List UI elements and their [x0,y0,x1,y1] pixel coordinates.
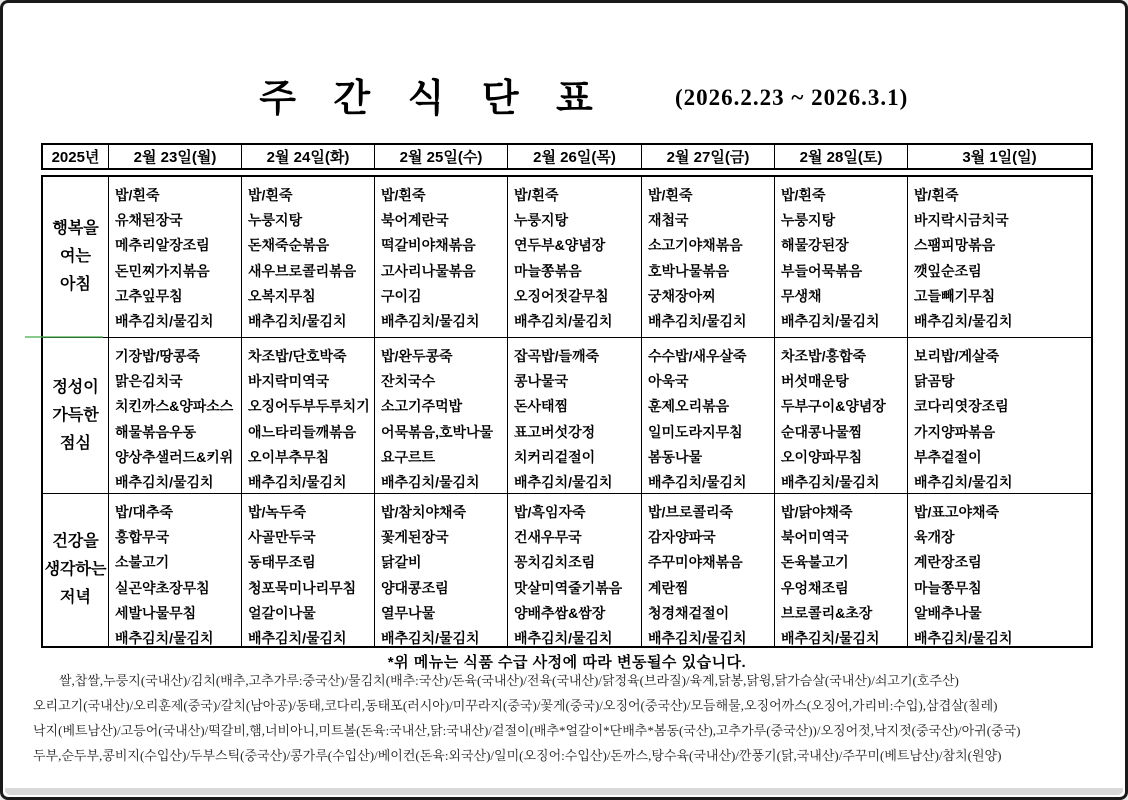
menu-item: 열무나물 [381,604,436,621]
menu-item: 해물강된장 [781,237,849,254]
menu-item: 꽁치김치조림 [514,554,596,571]
menu-cell [374,337,507,493]
menu-item: 배추김치/물김치 [115,630,214,646]
menu-cell [774,337,907,493]
menu-item: 양상추샐러드&키위 [115,448,234,465]
page-title: 주 간 식 단 표 [259,78,607,120]
menu-item: 누룽지탕 [248,212,303,229]
menu-cell [641,337,774,493]
menu-item: 밥/참치야채죽 [381,504,467,520]
menu-item: 보리밥/게살죽 [914,348,1000,364]
menu-cell [108,337,241,493]
menu-cell [108,493,241,646]
menu-item: 치커리겉절이 [514,448,596,465]
menu-item: 밥/브로콜리죽 [648,504,734,520]
bottom-edge-strip [5,788,1123,795]
menu-item: 고사리나물볶음 [381,262,476,279]
menu-item: 해물볶음우동 [115,423,197,440]
year-header-cell: 2025년 [51,149,100,166]
menu-item: 밥/흰죽 [115,187,160,203]
menu-item: 배추김치/물김치 [648,630,747,646]
menu-item: 오징어두부두루치기 [248,398,370,415]
menu-item: 배추김치/물김치 [781,474,880,491]
menu-item: 오이부추무침 [248,448,330,465]
menu-item: 돈민찌가지볶음 [115,262,210,279]
menu-item: 배추김치/물김치 [248,474,347,491]
menu-item: 표고버섯강정 [514,423,596,440]
meal-row-label-line: 점심 [60,434,91,452]
menu-item: 밥/흰죽 [381,187,426,203]
meal-row-label [43,493,108,646]
menu-item: 육개장 [914,529,955,546]
menu-item: 어묵볶음,호박나물 [381,423,494,440]
menu-item: 북어계란국 [381,212,449,229]
menu-item: 꽃게된장국 [381,529,449,546]
menu-cell [507,177,641,337]
menu-item: 오이양파무침 [781,448,863,465]
menu-item: 계란장조림 [914,554,982,571]
menu-item: 누룽지탕 [514,212,569,229]
origin-line: 낙지(베트남산)/고등어(국내산)/떡갈비,햄,너비아니,미트볼(돈육:국내산,닭:국내산)/겉절이(배추*얼갈이*단배추*봄동(국산),고추가루(중국산))/오징어젓,낙지젓(중국산)/아귀(중국) [33,723,1021,738]
menu-item: 돈채죽순볶음 [248,237,330,254]
menu-item: 실곤약초장무침 [115,579,210,596]
menu-item: 배추김치/물김치 [514,313,613,330]
day-header-cell: 3월 1일(일) [907,145,1091,168]
menu-item: 청경채겉절이 [648,604,730,621]
menu-item: 배추김치/물김치 [115,474,214,491]
menu-item: 배추김치/물김치 [381,630,480,646]
menu-item: 브로콜리&초장 [781,604,873,621]
menu-item: 순대콩나물찜 [781,423,863,440]
menu-item: 돈육불고기 [781,554,849,571]
day-header-cell: 2월 26일(목) [507,145,641,168]
menu-item: 기장밥/땅콩죽 [115,348,201,364]
menu-cell [241,177,374,337]
menu-item: 깻잎순조림 [914,262,982,279]
menu-item: 부추겉절이 [914,448,982,465]
meal-row-label-line: 저녁 [60,589,91,606]
menu-item: 가지양파볶음 [914,423,996,440]
menu-item: 계란찜 [648,579,689,596]
menu-cell [241,493,374,646]
origin-line: 두부,순두부,콩비지(수입산)/두부스틱(중국산)/콩가루(수입산)/베이컨(돈육:외국산)/일미(오징어:수입산)/돈까스,탕수육(국내산)/깐풍기(닭,국내산)/주꾸미(베트남산)/참치(원양) [33,748,1002,763]
menu-item: 맛살미역줄기볶음 [514,579,623,596]
menu-item: 떡갈비야채볶음 [381,237,476,254]
menu-item: 배추김치/물김치 [248,313,347,330]
menu-item: 바지락시금치국 [914,212,1009,229]
menu-item: 세발나물무침 [115,604,197,621]
day-header-cell: 2월 25일(수) [374,145,507,168]
menu-item: 우엉채조림 [781,579,849,596]
menu-item: 소고기야채볶음 [648,237,743,254]
menu-item: 청포묵미나리무침 [248,579,357,596]
date-range: (2026.2.23 ~ 2026.3.1) [675,85,909,110]
menu-item: 궁채장아찌 [648,287,716,304]
menu-item: 재첩국 [648,212,689,229]
origin-line: 쌀,찹쌀,누룽지(국내산)/김치(배추,고추가루:중국산)/물김치(배추:국산)/돈육(국내산)/전육(국내산)/닭정육(브라질)/육계,닭봉,닭윙,닭가슴살(국내산)/쇠고기(호주산) [59,673,959,688]
menu-item: 배추김치/물김치 [781,630,880,646]
ingredient-origin-block [33,669,1096,769]
menu-item: 잡곡밥/들깨죽 [514,348,600,364]
menu-item: 배추김치/물김치 [648,313,747,330]
day-header-cell: 2월 23일(월) [108,145,241,168]
menu-item: 밥/흰죽 [781,187,826,203]
meal-row-label-line: 건강을 [52,533,99,550]
menu-item: 일미도라지무침 [648,423,743,440]
menu-item: 차조밥/홍합죽 [781,348,867,364]
menu-item: 밥/표고야채죽 [914,504,1000,520]
menu-item: 오복지무침 [248,287,316,304]
menu-item: 마늘쫑볶음 [514,262,582,279]
menu-item: 배추김치/물김치 [514,474,613,491]
menu-item: 밥/녹두죽 [248,504,306,520]
menu-item: 밥/흰죽 [248,187,293,203]
menu-item: 밥/흑임자죽 [514,504,586,520]
menu-cell [641,493,774,646]
menu-item: 고추잎무침 [115,287,183,304]
menu-item: 요구르트 [381,448,436,465]
menu-cell [907,493,1091,646]
menu-item: 배추김치/물김치 [248,630,347,646]
menu-item: 사골만두국 [248,529,316,546]
meal-row-label-line: 생각하는 [44,561,107,578]
menu-item: 밥/흰죽 [648,187,693,203]
menu-item: 호박나물볶음 [648,262,730,279]
menu-item: 애느타리들깨볶음 [248,423,357,440]
menu-table-body [41,175,1093,648]
meal-row-label-line: 행복을 [52,220,99,237]
origin-line: 오리고기(국내산)/오리훈제(중국)/갈치(남아공)/동태,코다리,동태포(러시아)/미꾸라지(중국)/꽃게(중국)/오징어(중국산)/모듬해물,오징어까스(오징어,가리비:수입),삼겹살(칠레) [33,698,998,713]
menu-item: 무생채 [781,287,822,304]
day-header-cell: 2월 28일(토) [774,145,907,168]
menu-item: 밥/흰죽 [514,187,559,203]
menu-item: 바지락미역국 [248,373,330,390]
meal-row-label-line: 정성이 [52,378,99,396]
day-header-cell: 2월 27일(금) [641,145,774,168]
menu-item: 배추김치/물김치 [914,313,1013,330]
menu-item: 콩나물국 [514,373,569,390]
menu-change-footnote: *위 메뉴는 식품 수급 사정에 따라 변동될수 있습니다. [387,654,747,671]
menu-cell [774,493,907,646]
menu-item: 치킨까스&양파소스 [115,398,234,415]
menu-item: 아욱국 [648,373,689,390]
menu-item: 밥/완두콩죽 [381,348,453,364]
menu-item: 양배추쌈&쌈장 [514,604,606,621]
meal-row-label-line: 여는 [60,248,91,265]
menu-cell [374,177,507,337]
menu-cell [774,177,907,337]
menu-item: 잔치국수 [381,373,436,390]
menu-item: 알배추나물 [914,604,982,621]
menu-item: 밥/흰죽 [914,187,959,203]
menu-cell [641,177,774,337]
menu-item: 스팸피망볶음 [914,237,996,254]
menu-item: 맑은김치국 [115,373,183,390]
menu-item: 오징어젓갈무침 [514,287,609,304]
menu-item: 배추김치/물김치 [381,474,480,491]
menu-cell [907,337,1091,493]
menu-item: 훈제오리볶음 [648,398,730,415]
meal-row-label-line: 아침 [60,276,91,293]
menu-cell [374,493,507,646]
meal-row-label [43,177,108,337]
menu-cell [507,337,641,493]
day-header-cell: 2월 24일(화) [241,145,374,168]
menu-item: 양대콩조림 [381,579,449,596]
menu-item: 누룽지탕 [781,212,836,229]
menu-item: 유채된장국 [115,212,183,229]
menu-item: 닭곰탕 [914,373,955,390]
meal-row-label [43,337,108,493]
menu-item: 배추김치/물김치 [648,474,747,491]
menu-item: 배추김치/물김치 [914,630,1013,646]
menu-item: 고들빼기무침 [914,287,996,304]
green-line-artifact [25,336,103,338]
menu-cell [241,337,374,493]
menu-item: 닭갈비 [381,554,422,571]
menu-item: 배추김치/물김치 [381,313,480,330]
menu-item: 연두부&양념장 [514,237,606,254]
menu-item: 주꾸미야채볶음 [648,554,743,571]
menu-item: 건새우무국 [514,529,582,546]
menu-item: 돈사태찜 [514,398,569,415]
menu-item: 마늘쫑무침 [914,579,982,596]
menu-item: 메추리알장조림 [115,237,210,254]
menu-item: 수수밥/새우살죽 [648,348,747,364]
menu-item: 봄동나물 [648,448,703,465]
menu-item: 구이김 [381,287,422,304]
menu-item: 차조밥/단호박죽 [248,348,347,364]
table-header-row [41,143,1093,170]
menu-item: 부들어묵볶음 [781,262,863,279]
menu-item: 버섯매운탕 [781,373,849,390]
menu-cell [507,493,641,646]
menu-item: 얼갈이나물 [248,604,316,621]
menu-item: 소불고기 [115,554,170,571]
menu-item: 밥/닭야채죽 [781,504,853,520]
menu-item: 북어미역국 [781,529,849,546]
menu-item: 밥/대추죽 [115,504,173,520]
menu-item: 홍합무국 [115,529,170,546]
menu-item: 배추김치/물김치 [514,630,613,646]
menu-cell [907,177,1091,337]
menu-item: 두부구이&양념장 [781,398,886,415]
menu-item: 코다리엿장조림 [914,398,1009,415]
meal-row-label-line: 가득한 [52,406,99,424]
menu-item: 배추김치/물김치 [781,313,880,330]
menu-item: 소고기주먹밥 [381,398,463,415]
menu-cell [108,177,241,337]
menu-item: 배추김치/물김치 [115,313,214,330]
menu-item: 새우브로콜리볶음 [248,262,357,279]
menu-item: 배추김치/물김치 [914,474,1013,491]
menu-item: 동태무조림 [248,554,316,571]
menu-item: 감자양파국 [648,529,716,546]
